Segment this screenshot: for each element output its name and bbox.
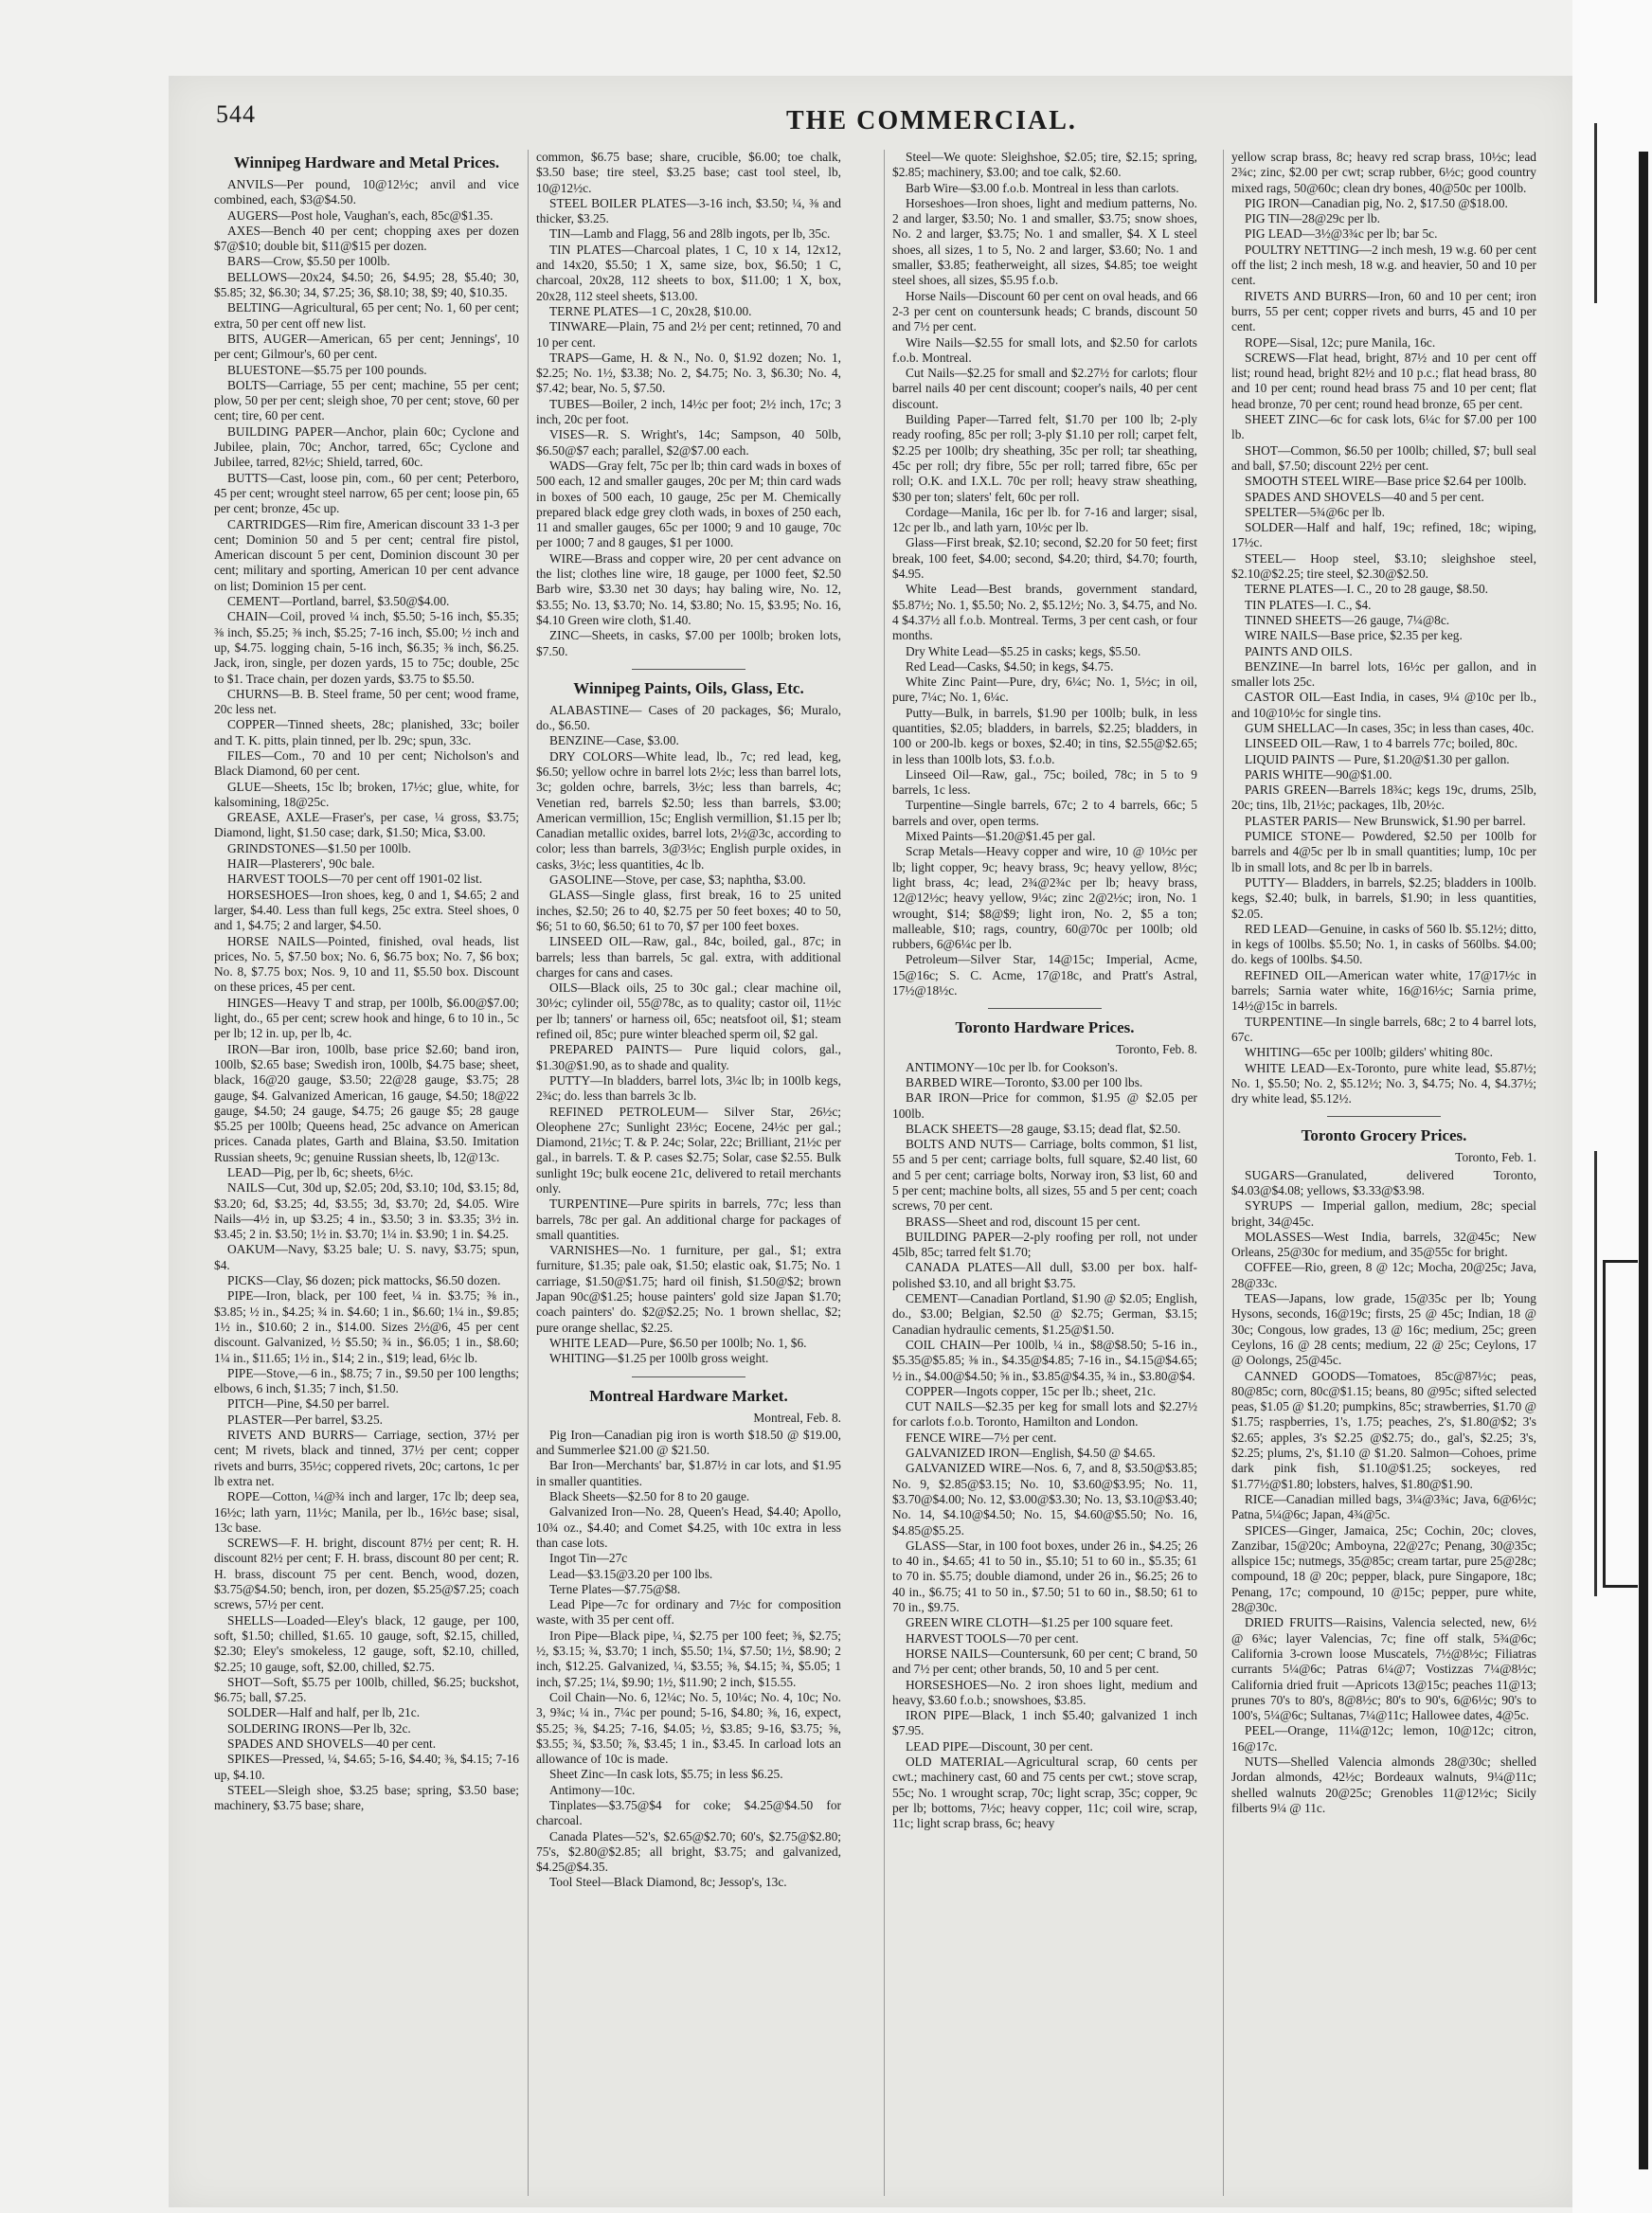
column-1: [214, 150, 519, 2201]
price-entry: Putty—Bulk, in barrels, $1.90 per 100lb; bulk, in less quantities, $2.05; bladders, in barrels, $2.25; bladders, in 100 or 200-lb. kegs or boxes, $2.40; in tins, $2.55@$2.65; in less than 100lb lots, $3. f.o.b.: [892, 705, 1197, 766]
price-entry: GREASE, AXLE—Fraser's, per case, ¼ gross, $3.75; Diamond, light, $1.50 case; dark, $1.50; Mica, $3.00.: [214, 810, 519, 840]
price-entry: VISES—R. S. Wright's, 14c; Sampson, 40 50lb, $6.50@$7 each; parallel, $2@$7.00 each.: [536, 427, 841, 458]
price-entry: OLD MATERIAL—Agricultural scrap, 60 cents per cwt.; machinery cast, 60 and 75 cents per cwt.; stove scrap, 55c; No. 1 wrought scrap, 70c; light scrap, 35c; copper, 9c per lb; bottoms, 7½c; heavy copper, 11c; coil wire, scrap, 11c; light scrap brass, 6c; heavy: [892, 1754, 1197, 1831]
price-list-toronto-grocery: [1231, 1168, 1536, 1816]
price-entry: GASOLINE—Stove, per case, $3; naphtha, $3.00.: [549, 873, 806, 888]
price-list-montreal-hardware: [536, 1428, 841, 1891]
price-entry: ROPE—Cotton, ¼@¾ inch and larger, 17c lb; deep sea, 16½c; lath yarn, 11½c; Manila, per lb., 16½c base; sisal, 13c base.: [214, 1489, 519, 1535]
price-entry: Tinplates—$3.75@$4 for coke; $4.25@$4.50 for charcoal.: [536, 1797, 841, 1828]
price-entry: Lead—$3.15@3.20 per 100 lbs.: [549, 1566, 713, 1581]
price-entry: GRINDSTONES—$1.50 per 100lb.: [227, 840, 411, 855]
price-entry: CARTRIDGES—Rim fire, American discount 33 1-3 per cent; Dominion 50 and 5 per cent; central fire pistol, American discount 5 per cent, Dominion discount 30 per cent; military and sporting, American 10 per cent advance on list; Dominion 15 per cent.: [214, 516, 519, 593]
column-3: [892, 150, 1197, 2201]
price-entry: LEAD PIPE—Discount, 30 per cent.: [906, 1738, 1093, 1754]
price-entry: CHAIN—Coil, proved ¼ inch, $5.50; 5-16 inch, $5.35; ⅜ inch, $5.25; ⅜ inch, $5.25; 7-16 inch, $5.00; ½ inch and up, $4.75. logging chain, 5-16 inch, $6.35; ⅜ inch, $6.25. Jack, iron, single, per dozen yards, 15 to 75c; double, 25c to $1. Trace chain, per dozen yards, $3.75 to $5.50.: [214, 609, 519, 686]
price-entry: WHITING—65c per 100lb; gilders' whiting 80c.: [1245, 1045, 1493, 1060]
price-entry: White Zinc Paint—Pure, dry, 6¼c; No. 1, 5½c; in oil, pure, 7¼c; No. 1, 6¼c.: [892, 675, 1197, 705]
price-entry: BLUESTONE—$5.75 per 100 pounds.: [227, 362, 427, 377]
price-entry: PIG IRON—Canadian pig, No. 2, $17.50 @$18.00.: [1245, 195, 1508, 210]
price-entry: SCREWS—Flat head, bright, 87½ and 10 per cent off list; round head, bright 82½ and 10 p.c.; flat head brass, 80 and 10 per cent; round head brass 75 and 10 per cent; flat head bronze, 70 per cent; round head bronze, 65 per cent.: [1231, 350, 1536, 411]
price-entry: ROPE—Sisal, 12c; pure Manila, 16c.: [1245, 334, 1436, 350]
price-entry: BOLTS—Carriage, 55 per cent; machine, 55 per cent; plow, 50 per per cent; sleigh shoe, 70 per cent; stove, 60 per cent; tire, 60 per cent.: [214, 377, 519, 423]
price-entry: PLASTER—Per barrel, $3.25.: [227, 1412, 384, 1427]
price-entry: GLASS—Single glass, first break, 16 to 25 united inches, $2.50; 26 to 40, $2.75 per 50 feet boxes; 40 to 50, $6; 51 to 60, $6.50; 61 to 70, $7 per 100 feet boxes.: [536, 888, 841, 933]
price-entry: Sheet Zinc—In cask lots, $5.75; in less $6.25.: [549, 1767, 783, 1782]
price-entry: TERNE PLATES—I. C., 20 to 28 gauge, $8.50.: [1245, 582, 1489, 597]
price-entry: SHOT—Soft, $5.75 per 100lb, chilled, $6.25; buckshot, $6.75; ball, $7.25.: [214, 1674, 519, 1705]
price-entry: PITCH—Pine, $4.50 per barrel.: [227, 1396, 390, 1412]
section-heading-montreal-hardware: Montreal Hardware Market.: [589, 1386, 788, 1405]
dateline: Montreal, Feb. 8.: [753, 1410, 841, 1425]
price-entry: SOLDER—Half and half, per lb, 21c.: [227, 1705, 421, 1720]
price-entry: BARBED WIRE—Toronto, $3.00 per 100 lbs.: [906, 1074, 1143, 1089]
price-entry: NUTS—Shelled Valencia almonds 28@30c; shelled Jordan almonds, 42½c; Bordeaux walnuts, 9¼@11c; shelled walnuts 20@25c; Grenobles 11@12½c; Sicily filberts 9¼ @ 11c.: [1231, 1754, 1536, 1815]
price-entry: COPPER—Ingots copper, 15c per lb.; sheet, 21c.: [906, 1383, 1157, 1398]
price-entry: TINNED SHEETS—26 gauge, 7¼@8c.: [1245, 612, 1450, 627]
price-entry: GLUE—Sheets, 15c lb; broken, 17½c; glue, white, for kalsomining, 18@25c.: [214, 779, 519, 809]
price-entry: Scrap Metals—Heavy copper and wire, 10 @ 10½c per lb; light copper, 9c; heavy brass, 9c; heavy yellow, 8½c; light brass, 4c; lead, 2¾@2¾c per lb; heavy brass, 12@12½c; heavy yellow, 9¼c; zinc 2@2½c; iron, No. 1 wrought, $14; $8@$9; light iron, No. 2, $5 a ton; malleable, $10; rags, country, 60@70c per 100lb; old rubbers, 6@6¼c per lb.: [892, 844, 1197, 952]
price-entry: PLASTER PARIS— New Brunswick, $1.90 per barrel.: [1245, 813, 1526, 828]
price-entry: RICE—Canadian milled bags, 3¼@3¾c; Java, 6@6½c; Patna, 5¼@6c; Japan, 4¾@5c.: [1231, 1491, 1536, 1522]
price-entry: PREPARED PAINTS— Pure liquid colors, gal., $1.30@$1.90, as to shade and quality.: [536, 1042, 841, 1072]
price-entry: HORSESHOES—Iron shoes, keg, 0 and 1, $4.65; 2 and larger, $4.40. Less than full kegs, 25c extra. Steel shoes, 0 and 1, $4.75; 2 and larger, $4.50.: [214, 887, 519, 933]
price-entry: HORSESHOES—No. 2 iron shoes light, medium and heavy, $3.60 f.o.b.; snowshoes, $3.85.: [892, 1677, 1197, 1707]
price-entry: TRAPS—Game, H. & N., No. 0, $1.92 dozen; No. 1, $2.25; No. 1½, $3.38; No. 2, $4.75; No. 3, $6.30; No. 4, $7.42; bear, No. 5, $7.50.: [536, 350, 841, 396]
price-entry: OILS—Black oils, 25 to 30c gal.; clear machine oil, 30½c; cylinder oil, 55@78c, as to quality; castor oil, 11½c per lb; tanners' or harness oil, 65c; neatsfoot oil, $1; steam refined oil, 85c; pure winter bleached sperm oil, $2 gal.: [536, 981, 841, 1042]
column-rule: [528, 150, 529, 2196]
binding-frame: [1603, 1260, 1638, 1588]
price-entry: Red Lead—Casks, $4.50; in kegs, $4.75.: [906, 658, 1114, 674]
price-entry: Coil Chain—No. 6, 12¼c; No. 5, 10¼c; No. 4, 10c; No. 3, 9¾c; ¼ in., 7¼c per pound; 5-16, $4.80; ⅜, 16, expect, $5.25; ⅜, $4.25; 7-16, $4.05; ½, $3.85; 9-16, $3.75; ⅝, $3.55; ¾, $3.50; ⅞, $3.45; 1 in., $3.45. In carload lots an allowance of 10c is made.: [536, 1689, 841, 1767]
price-entry: WHITE LEAD—Pure, $6.50 per 100lb; No. 1, $6.: [549, 1335, 807, 1350]
price-entry: SMOOTH STEEL WIRE—Base price $2.64 per 100lb.: [1245, 474, 1527, 489]
price-entry: SPIKES—Pressed, ¼, $4.65; 5-16, $4.40; ⅜, $4.15; 7-16 up, $4.10.: [214, 1752, 519, 1782]
column-rule: [1223, 150, 1224, 2196]
section-separator: [988, 1008, 1102, 1009]
price-entry: yellow scrap brass, 8c; heavy red scrap brass, 10½c; lead 2¾c; zinc, $2.00 per cwt; scrap rubber, 6½c; good country mixed rags, 50@60c; clean dry bones, 40@50c per 100lb.: [1231, 150, 1536, 195]
price-entry: TERNE PLATES—1 C, 20x28, $10.00.: [549, 303, 752, 318]
price-entry: WADS—Gray felt, 75c per lb; thin card wads in boxes of 500 each, 12 and smaller gauges, 20c per M; thin card wads in boxes of 500 each, 10 gauge, 25c per M. Chemically prepared black edge grey cloth wads, in boxes of 250 each, 11 and smaller gauges, 65c per 1000; 9 and 10 gauge, 70c per 1000; 7 and 8 gauges, $1 per 1000.: [536, 458, 841, 550]
price-entry: BITS, AUGER—American, 65 per cent; Jennings', 10 per cent; Gilmour's, 60 per cent.: [214, 331, 519, 362]
price-entry: TURPENTINE—In single barrels, 68c; 2 to 4 barrel lots, 67c.: [1231, 1014, 1536, 1044]
price-entry: common, $6.75 base; share, crucible, $6.00; toe chalk, $3.50 base; tire steel, $3.25 base; cast tool steel, lb, 10@12½c.: [536, 150, 841, 195]
section-separator: [632, 669, 745, 670]
section-heading-winnipeg-hardware: Winnipeg Hardware and Metal Prices.: [233, 153, 500, 171]
price-entry: WIRE NAILS—Base price, $2.35 per keg.: [1245, 628, 1463, 643]
price-entry: HARVEST TOOLS—70 per cent.: [906, 1630, 1079, 1646]
price-entry: Galvanized Iron—No. 28, Queen's Head, $4.40; Apollo, 10¾ oz., $4.40; and Comet $4.25, with 10c extra in less than case lots.: [536, 1504, 841, 1550]
price-entry: CUT NAILS—$2.35 per keg for small lots and $2.27½ for carlots f.o.b. Toronto, Hamilton and London.: [892, 1399, 1197, 1430]
price-entry: Tool Steel—Black Diamond, 8c; Jessop's, 13c.: [549, 1875, 787, 1890]
price-entry: ANTIMONY—10c per lb. for Cookson's.: [906, 1059, 1119, 1074]
price-entry: VARNISHES—No. 1 furniture, per gal., $1; extra furniture, $1.35; pale oak, $1.50; elastic oak, $1.75; No. 1 carriage, $1.50@$1.75; hard oil finish, $1.50@$2; brown Japan 90c@$1.25; house painters' gold size Japan $1.70; coach painters' do. $2@$2.25; No. 1 brown shellac, $2; pure orange shellac, $2.25.: [536, 1243, 841, 1335]
price-entry: Building Paper—Tarred felt, $1.70 per 100 lb; 2-ply ready roofing, 85c per roll; 3-ply $1.10 per roll; carpet felt, $2.25 per 100lb; dry sheathing, 35c per roll; tar sheathing, 45c per roll; dry fibre, 55c per roll; tarred fibre, 65c per roll; O.K. and I.X.L. 70c per roll; heavy straw sheathing, $30 per ton; slaters' felt, 60c per roll.: [892, 412, 1197, 504]
price-entry: COFFEE—Rio, green, 8 @ 12c; Mocha, 20@25c; Java, 28@33c.: [1231, 1260, 1536, 1290]
price-entry: REFINED OIL—American water white, 17@17½c in barrels; Sarnia water white, 16@16½c; Sarnia prime, 14½@15c in barrels.: [1231, 967, 1536, 1014]
price-entry: Canada Plates—52's, $2.65@$2.70; 60's, $2.75@$2.80; 75's, $2.80@$2.85; all bright, $3.75; and galvanized, $4.25@$4.35.: [536, 1828, 841, 1875]
section-separator: [1327, 1116, 1441, 1117]
price-entry: PIPE—Stove,—6 in., $8.75; 7 in., $9.50 per 100 lengths; elbows, 6 inch, $1.35; 7 inch, $1.50.: [214, 1365, 519, 1396]
price-entry: CANADA PLATES—All dull, $3.00 per box. half-polished $3.10, and all bright $3.75.: [892, 1260, 1197, 1290]
price-entry: AUGERS—Post hole, Vaughan's, each, 85c@$1.35.: [227, 207, 494, 223]
price-entry: SUGARS—Granulated, delivered Toronto, $4.03@$4.08; yellows, $3.33@$3.98.: [1231, 1167, 1536, 1197]
price-entry: SPICES—Ginger, Jamaica, 25c; Cochin, 20c; cloves, Zanzibar, 15@20c; Amboyna, 22@27c; Penang, 30@35c; allspice 15c; nutmegs, 35@85c; cream tartar, pure 25@28c; compound, 18 @ 20c; pepper, black, pure Singapore, 18c; Penang, 17c; compound, 10 @15c; pepper, pure white, 28@30c.: [1231, 1522, 1536, 1615]
masthead: THE COMMERCIAL.: [786, 106, 1077, 135]
price-entry: ANVILS—Per pound, 10@12½c; anvil and vice combined, each, $3@$4.50.: [214, 177, 519, 207]
price-entry: Lead Pipe—7c for ordinary and 7½c for composition waste, with 35 per cent off.: [536, 1597, 841, 1628]
column-rule: [884, 150, 885, 2196]
section-heading-toronto-hardware: Toronto Hardware Prices.: [955, 1018, 1135, 1037]
price-entry: PARIS WHITE—90@$1.00.: [1245, 766, 1392, 782]
price-entry: COPPER—Tinned sheets, 28c; planished, 33c; boiler and T. K. pitts, plain tinned, per lb. 29c; spun, 33c.: [214, 717, 519, 747]
price-entry: SYRUPS — Imperial gallon, medium, 28c; special bright, 34@45c.: [1231, 1198, 1536, 1229]
price-entry: FENCE WIRE—7½ per cent.: [906, 1430, 1057, 1445]
price-entry: BAR IRON—Price for common, $1.95 @ $2.05 per 100lb.: [892, 1090, 1197, 1121]
price-entry: CEMENT—Portland, barrel, $3.50@$4.00.: [227, 594, 450, 609]
price-entry: Linseed Oil—Raw, gal., 75c; boiled, 78c; in 5 to 9 barrels, 1c less.: [892, 766, 1197, 798]
price-entry: ALABASTINE— Cases of 20 packages, $6; Muralo, do., $6.50.: [536, 702, 841, 733]
price-entry: SOLDER—Half and half, 19c; refined, 18c; wiping, 17½c.: [1231, 520, 1536, 550]
price-entry: Bar Iron—Merchants' bar, $1.87½ in car lots, and $1.95 in smaller quantities.: [536, 1458, 841, 1488]
dateline: Toronto, Feb. 1.: [1455, 1150, 1536, 1165]
section-heading-winnipeg-paints: Winnipeg Paints, Oils, Glass, Etc.: [573, 678, 804, 697]
price-entry: DRY COLORS—White lead, lb., 7c; red lead, keg, $6.50; yellow ochre in barrel lots 2½c; less than barrel lots, 3c; golden ochre, barrels, 3½c; less than barrels, 4c; Venetian red, barrels $2.50; less than barrels, $3.00; American vermillion, 15c; English vermillion, $1.15 per lb; Canadian metallic oxides, barrel lots, 2½@3c, according to color; less than barrels, 3@3½c; English purple oxides, in casks, 3½c; less quantities, 4c lb.: [536, 748, 841, 872]
price-entry: HORSE NAILS—Pointed, finished, oval heads, list prices, No. 5, $7.50 box; No. 6, $6.75 box; No. 7, $6 box; No. 8, $7.75 box; Nos. 9, 10 and 11, $5.50 box. Discount on these prices, 45 per cent.: [214, 933, 519, 995]
price-entry: MOLASSES—West India, barrels, 32@45c; New Orleans, 25@30c for medium, and 35@55c for bright.: [1231, 1229, 1536, 1260]
price-entry: Dry White Lead—$5.25 in casks; kegs, $5.50.: [906, 643, 1141, 658]
price-entry: TIN PLATES—I. C., $4.: [1245, 597, 1372, 612]
price-entry: AXES—Bench 40 per cent; chopping axes per dozen $7@$10; double bit, $11@$15 per dozen.: [214, 223, 519, 254]
price-entry: Horse Nails—Discount 60 per cent on oval heads, and 66 2-3 per cent on countersunk heads; C brands, discount 50 and 7½ per cent.: [892, 288, 1197, 334]
price-entry: BENZINE—Case, $3.00.: [549, 733, 679, 748]
price-entry: Petroleum—Silver Star, 14@15c; Imperial, Acme, 15@16c; S. C. Acme, 17@18c, and Pratt's Astral, 17½@18½c.: [892, 952, 1197, 999]
price-entry: RIVETS AND BURRS— Carriage, section, 37½ per cent; M rivets, black and tinned, 37½ per cent; copper rivets and burrs, 35½c; coppered rivets, 20c; cartons, 1c per lb extra net.: [214, 1428, 519, 1488]
price-entry: CHURNS—B. B. Steel frame, 50 per cent; wood frame, 20c less net.: [214, 686, 519, 717]
page-number: 544: [216, 100, 256, 128]
price-entry: FILES—Com., 70 and 10 per cent; Nicholson's and Black Diamond, 60 per cent.: [214, 747, 519, 779]
price-entry: PEEL—Orange, 11¼@12c; lemon, 10@12c; citron, 16@17c.: [1231, 1723, 1536, 1754]
price-entry: BLACK SHEETS—28 gauge, $3.15; dead flat, $2.50.: [906, 1121, 1181, 1136]
price-list-montreal-hardware-continued: [892, 150, 1197, 999]
price-entry: PUMICE STONE— Powdered, $2.50 per 100lb for barrels and 4@5c per lb in small quantities; lump, 10c per lb in small lots, and 8c per lb in barrels.: [1231, 829, 1536, 874]
price-entry: GALVANIZED WIRE—Nos. 6, 7, and 8, $3.50@$3.85; No. 9, $2.85@$3.15; No. 10, $3.60@$3.95; No. 11, $3.70@$4.00; No. 12, $3.00@$3.30; No. 13, $3.10@$3.40; No. 14, $4.10@$4.50; No. 15, $4.60@$5.50; No. 16, $4.85@$5.25.: [892, 1461, 1197, 1538]
price-entry: PUTTY— Bladders, in barrels, $2.25; bladders in 100lb. kegs, $2.40; bulk, in barrels, $1.90; in less quantities, $2.05.: [1231, 874, 1536, 921]
price-entry: BUILDING PAPER—Anchor, plain 60c; Cyclone and Jubilee, plain, 70c; Anchor, tarred, 65c; Cyclone and Jubilee, tarred, 82½c; Shield, tarred, 60c.: [214, 423, 519, 470]
price-entry: CEMENT—Canadian Portland, $1.90 @ $2.05; English, do., $3.00; Belgian, $2.50 @ $2.75; German, $3.15; Canadian hydraulic cements, $1.25@$1.50.: [892, 1291, 1197, 1337]
price-entry: OAKUM—Navy, $3.25 bale; U. S. navy, $3.75; spun, $4.: [214, 1242, 519, 1272]
price-entry: Antimony—10c.: [549, 1782, 636, 1797]
price-entry: GALVANIZED IRON—English, $4.50 @ $4.65.: [906, 1446, 1156, 1461]
price-entry: RED LEAD—Genuine, in casks of 560 lb. $5.12½; ditto, in kegs of 100lbs. $5.50; No. 1, in casks of 560lbs. $4.00; do. kegs of 100lbs. $4.50.: [1231, 921, 1536, 967]
price-entry: LINSEED OIL—Raw, gal., 84c, boiled, gal., 87c; in barrels; less than barrels, 5c gal. extra, with additional charges for cans and cases.: [536, 934, 841, 980]
price-entry: WIRE—Brass and copper wire, 20 per cent advance on the list; clothes line wire, 18 gauge, per 1000 feet, $2.50 Barb wire, $3.30 net 30 days; hay baling wire, No. 12, $3.55; No. 13, $3.70; No. 14, $3.80; No. 15, $3.95; No. 16, $4.10 Green wire cloth, $1.40.: [536, 550, 841, 627]
price-entry: STEEL—Sleigh shoe, $3.25 base; spring, $3.50 base; machinery, $3.75 base; share,: [214, 1782, 519, 1813]
price-entry: Ingot Tin—27c: [549, 1551, 628, 1566]
price-entry: ZINC—Sheets, in casks, $7.00 per 100lb; broken lots, $7.50.: [536, 628, 841, 658]
price-entry: Glass—First break, $2.10; second, $2.20 for 50 feet; first break, 100 feet, $4.00; second, $4.20; third, $4.70; fourth, $4.95.: [892, 535, 1197, 582]
price-entry: SPADES AND SHOVELS—40 per cent.: [227, 1736, 437, 1751]
price-entry: Cut Nails—$2.25 for small and $2.27½ for carlots; flour barrel nails 40 per cent discount; cooper's nails, 40 per cent discount.: [892, 366, 1197, 411]
price-entry: BELTING—Agricultural, 65 per cent; No. 1, 60 per cent; extra, 50 per cent off new list.: [214, 300, 519, 331]
price-entry: STEEL— Hoop steel, $3.10; sleighshoe steel, $2.10@$2.25; tire steel, $2.30@$2.50.: [1231, 550, 1536, 582]
price-entry: LINSEED OIL—Raw, 1 to 4 barrels 77c; boiled, 80c.: [1245, 736, 1518, 751]
price-entry: DRIED FRUITS—Raisins, Valencia selected, new, 6½ @ 6¾c; layer Valencias, 7c; fine off stalk, 5¾@6c; California 3-crown loose Muscatels, 7½@8½c; Filiatras currants 5¼@6c; Patras 6¼@7; Vostizzas 7¼@8½c; California dried fruit —Apricots 13@15c; peaches 11@13; prunes 70's to 80's, 8@8½c; 80's to 90's, 6@6½c; 90's to 100's, 5¼@6c; Sultanas, 7¼@11c; Hallowee dates, 4@5c.: [1231, 1615, 1536, 1723]
price-entry: TEAS—Japans, low grade, 15@35c per lb; Young Hysons, seconds, 16@19c; firsts, 25 @ 45c; Indian, 18 @ 30c; Congous, low grades, 13 @ 16c; medium, 25c; green Ceylons, 16 @ 28 cents; medium, 22 @ 25c; Ceylons, 17 @ Oolongs, 25@45c.: [1231, 1291, 1536, 1368]
price-list-winnipeg-hardware: [214, 177, 519, 1813]
price-entry: Barb Wire—$3.00 f.o.b. Montreal in less than carlots.: [906, 180, 1179, 195]
price-entry: BRASS—Sheet and rod, discount 15 per cent.: [906, 1214, 1140, 1229]
price-entry: Wire Nails—$2.55 for small lots, and $2.50 for carlots f.o.b. Montreal.: [892, 334, 1197, 365]
price-entry: RIVETS AND BURRS—Iron, 60 and 10 per cent; iron burrs, 55 per cent; copper rivets and burrs, 45 and 10 per cent.: [1231, 288, 1536, 334]
price-entry: Black Sheets—$2.50 for 8 to 20 gauge.: [549, 1489, 750, 1504]
price-entry: GLASS—Star, in 100 foot boxes, under 26 in., $4.25; 26 to 40 in., $4.65; 41 to 50 in., $5.10; 51 to 60 in., $5.35; 61 to 70 in. $5.75; double diamond, under 26 in., $6.25; 26 to 40 in., $6.75; 41 to 50 in., $7.50; 51 to 60 in., $8.50; 61 to 70 in., $9.75.: [892, 1538, 1197, 1615]
price-entry: HORSE NAILS—Countersunk, 60 per cent; C brand, 50 and 7½ per cent; other brands, 50, 10 and 5 per cent.: [892, 1646, 1197, 1677]
price-entry: PIG LEAD—3½@3¾c per lb; bar 5c.: [1245, 226, 1438, 242]
price-entry: BELLOWS—20x24, $4.50; 26, $4.95; 28, $5.40; 30, $5.85; 32, $6.30; 34, $7.25; 36, $8.10; 38, $9; 40, $10.35.: [214, 269, 519, 300]
binding-line: [1594, 1151, 1597, 1596]
price-entry: PIG TIN—28@29c per lb.: [1245, 211, 1380, 226]
price-entry: HARVEST TOOLS—70 per cent off 1901-02 list.: [227, 872, 483, 887]
price-entry: Turpentine—Single barrels, 67c; 2 to 4 barrels, 66c; 5 barrels and over, open terms.: [892, 798, 1197, 828]
price-entry: SCREWS—F. H. bright, discount 87½ per cent; R. H. discount 82½ per cent; F. H. brass, discount 80 per cent; R. H. brass, discount 75 per cent. Bench, wood, dozen, $3.75@$4.50; bench, iron, per dozen, $5.25@$7.25; coach screws, 57½ per cent.: [214, 1536, 519, 1612]
price-entry: SHOT—Common, $6.50 per 100lb; chilled, $7; bull seal and ball, $7.50; discount 22½ per cent.: [1231, 442, 1536, 473]
price-entry: HAIR—Plasterers', 90c bale.: [227, 856, 375, 872]
price-entry: REFINED PETROLEUM— Silver Star, 26½c; Oleophene 27c; Sunlight 23½c; Eocene, 24½c per gal.; Diamond, 21½c; T. & P. 24c; Solar, 22c; Brilliant, 21½c per gal., in barrels. T. & P. cases $2.75; Solar, case $2.55. Bulk sunlight 19c; bulk eocene 21c, delivered to retail merchants only.: [536, 1104, 841, 1196]
price-entry: WHITING—$1.25 per 100lb gross weight.: [549, 1351, 769, 1366]
price-entry: Horseshoes—Iron shoes, light and medium patterns, No. 2 and larger, $3.50; No. 1 and smaller, $3.75; snow shoes, No. 2 and larger, $3.75; No. 1 and smaller, $4. X L steel shoes, all sizes, 1 to 5, No. 2 and larger, $3.60; No. 1 and smaller, $3.85; featherweight, all sizes, $4.85; toe weight steel shoes, all sizes, $5.95 f.o.b.: [892, 195, 1197, 288]
price-entry: SPELTER—5¾@6c per lb.: [1245, 504, 1385, 519]
price-entry: Pig Iron—Canadian pig iron is worth $18.50 @ $19.00, and Summerlee $21.00 @ $21.50.: [536, 1427, 841, 1458]
price-entry: NAILS—Cut, 30d up, $2.05; 20d, $3.10; 10d, $3.15; 8d, $3.20; 6d, $3.25; 4d, $3.55; 3d, $3.70; 2d, $4.05. Wire Nails—4½ in, up $3.25; 4 in., $3.50; 3 in. $3.35; 3½ in. $3.45; 2 in. $3.50; 1½ in. $3.70; 1¼ in. $3.90; 1 in. $4.25.: [214, 1180, 519, 1242]
price-entry: CANNED GOODS—Tomatoes, 85c@87½c; peas, 80@85c; corn, 80c@$1.15; beans, 80 @95c; sifted selected peas, $1.05 @ $1.20; pumpkins, 85c; strawberries, $1.70 @ $1.75; raspberries, 1's, 1.75; peaches, 2's, $1.80@$2; 3's $2.65; apples, 3's $2.25 @$2.75; do., gal's, $2.25; 3's, $2.25; plums, 2's, $1.10 @ $1.20. Salmon—Cohoes, prime dark pink fish, $1.10@$1.25; sockeyes, red $1.77½@$1.80; lobsters, halves, $1.80@$1.90.: [1231, 1368, 1536, 1491]
price-entry: HINGES—Heavy T and strap, per 100lb, $6.00@$7.00; light, do., 65 per cent; screw hook and hinge, 6 to 10 in., 5c per lb; 12 in. up, per lb, 4c.: [214, 995, 519, 1041]
price-entry: IRON PIPE—Black, 1 inch $5.40; galvanized 1 inch $7.95.: [892, 1708, 1197, 1738]
price-entry: WHITE LEAD—Ex-Toronto, pure white lead, $5.87½; No. 1, $5.50; No. 2, $5.12½; No. 3, $4.75; No. 4, $4.37½; dry white lead, $5.12½.: [1231, 1060, 1536, 1106]
price-entry: SPADES AND SHOVELS—40 and 5 per cent.: [1245, 489, 1484, 504]
price-entry: LIQUID PAINTS — Pure, $1.20@$1.30 per gallon.: [1245, 751, 1510, 766]
page-edge-bar: [1639, 152, 1648, 2169]
price-entry: PICKS—Clay, $6 dozen; pick mattocks, $6.50 dozen.: [227, 1273, 501, 1288]
section-heading-toronto-grocery: Toronto Grocery Prices.: [1301, 1126, 1467, 1145]
price-entry: CASTOR OIL—East India, in cases, 9¼ @10c per lb., and 10@10½c for single tins.: [1231, 690, 1536, 720]
section-separator: [632, 1376, 745, 1377]
price-list-winnipeg-hardware-continued: [536, 150, 841, 659]
binding-line: [1594, 123, 1597, 303]
price-entry: Terne Plates—$7.75@$8.: [549, 1581, 681, 1596]
price-entry: BUILDING PAPER—2-ply roofing per roll, not under 45lb, 85c; tarred felt $1.70;: [892, 1229, 1197, 1260]
price-entry: POULTRY NETTING—2 inch mesh, 19 w.g. 60 per cent off the list; 2 inch mesh, 18 w.g. and heavier, 50 and 10 per cent.: [1231, 242, 1536, 288]
dateline: Toronto, Feb. 8.: [1116, 1042, 1197, 1057]
price-entry: Mixed Paints—$1.20@$1.45 per gal.: [906, 829, 1096, 844]
price-entry: PARIS GREEN—Barrels 18¾c; kegs 19c, drums, 25lb, 20c; tins, 1lb, 21½c; packages, 1lb, 20½c.: [1231, 783, 1536, 813]
price-entry: TURPENTINE—Pure spirits in barrels, 77c; less than barrels, 78c per gal. An additional charge for packages of small quantities.: [536, 1196, 841, 1242]
price-entry: GREEN WIRE CLOTH—$1.25 per 100 square feet.: [906, 1615, 1174, 1630]
price-entry: SHELLS—Loaded—Eley's black, 12 gauge, per 100, soft, $1.50; chilled, $1.65. 10 gauge, soft, $2.15, chilled, $2.30; Eley's smokeless, 12 gauge, soft, $2.10, chilled, $2.25; 10 gauge, soft, $2.00, chilled, $2.75.: [214, 1612, 519, 1674]
price-entry: TUBES—Boiler, 2 inch, 14½c per foot; 2½ inch, 17c; 3 inch, 20c per foot.: [536, 396, 841, 427]
price-entry: TIN—Lamb and Flagg, 56 and 28lb ingots, per lb, 35c.: [549, 226, 831, 242]
price-entry: STEEL BOILER PLATES—3-16 inch, $3.50; ¼, ⅜ and thicker, $3.25.: [536, 195, 841, 226]
price-entry: SHEET ZINC—6c for cask lots, 6¼c for $7.00 per 100 lb.: [1231, 412, 1536, 442]
price-entry: SOLDERING IRONS—Per lb, 32c.: [227, 1720, 411, 1736]
price-entry: TIN PLATES—Charcoal plates, 1 C, 10 x 14, 12x12, and 14x20, $5.50; 1 X, same size, box, $6.50; 1 C, charcoal, 20x28, 112 sheets to box, $11.00; 1 X, box, 20x28, 112 steel sheets, $13.00.: [536, 242, 841, 303]
price-list-toronto-hardware-continued: [1231, 150, 1536, 1106]
price-entry: PAINTS AND OILS.: [1245, 643, 1353, 658]
price-entry: BOLTS AND NUTS— Carriage, bolts common, $1 list, 55 and 5 per cent; carriage bolts, full square, $2.40 list, 60 and 5 per cent; carriage bolts, Norway iron, $3 list, 60 and 5 per cent; machine bolts, all sizes, 55 and 5 per cent; coach screws, 70 per cent.: [892, 1137, 1197, 1214]
price-entry: BUTTS—Cast, loose pin, com., 60 per cent; Peterboro, 45 per cent; wrought steel narrow, 65 per cent; loose pin, 65 per cent; bronze, 45c up.: [214, 470, 519, 516]
column-4: [1231, 150, 1536, 2201]
price-entry: White Lead—Best brands, government standard, $5.87½; No. 1, $5.50; No. 2, $5.12½; No. 3, $4.75, and No. 4 $4.37½ all f.o.b. Montreal. Terms, 3 per cent cash, or four months.: [892, 582, 1197, 643]
price-entry: GUM SHELLAC—In cases, 35c; in less than cases, 40c.: [1245, 720, 1535, 735]
price-entry: Steel—We quote: Sleighshoe, $2.05; tire, $2.15; spring, $2.85; machinery, $3.00; and toe calk, $2.60.: [892, 150, 1197, 180]
price-entry: Cordage—Manila, 16c per lb. for 7-16 and larger; sisal, 12c per lb., and lath yarn, 10½c per lb.: [892, 504, 1197, 535]
price-entry: Iron Pipe—Black pipe, ¼, $2.75 per 100 feet; ⅜, $2.75; ½, $3.15; ¾, $3.70; 1 inch, $5.50; 1¼, $7.50; 1½, $8.90; 2 inch, $12.25. Galvanized, ¼, $3.55; ⅜, $4.15; ¾, $5.05; 1 inch, $7.25; 1¼, $9.90; 1½, $11.90; 2 inch, $15.55.: [536, 1628, 841, 1689]
price-entry: BARS—Crow, $5.50 per 100lb.: [227, 254, 390, 269]
price-entry: PIPE—Iron, black, per 100 feet, ¼ in. $3.75; ⅜ in., $3.85; ½ in., $4.25; ¾ in. $4.60; 1 in., $6.60; 1¼ in., $9.85; 1½ in., $10.60; 2 in., $14.00. Sizes 2½@6, 45 per cent discount. Galvanized, ½ $5.50; ¾ in., $6.05; 1 in., $8.60; 1¼ in., $11.65; 1½ in., $14; 2 in., $19; lead, 6½c lb.: [214, 1288, 519, 1365]
column-2: [536, 150, 841, 2201]
price-list-toronto-hardware: [892, 1060, 1197, 1832]
price-entry: BENZINE—In barrel lots, 16½c per gallon, and in smaller lots 25c.: [1231, 658, 1536, 690]
price-entry: TINWARE—Plain, 75 and 2½ per cent; retinned, 70 and 10 per cent.: [536, 319, 841, 350]
price-list-winnipeg-paints: [536, 703, 841, 1367]
price-entry: LEAD—Pig, per lb, 6c; sheets, 6½c.: [227, 1165, 414, 1179]
price-entry: COIL CHAIN—Per 100lb, ¼ in., $8@$8.50; 5-16 in., $5.35@$5.85; ⅜ in., $4.35@$4.85; 7-16 in., $4.15@$4.65; ½ in., $4.00@$4.50; ⅝ in., $3.85@$4.35, ¾ in., $3.80@$4.: [892, 1337, 1197, 1383]
price-entry: IRON—Bar iron, 100lb, base price $2.60; band iron, 100lb, $2.65 base; Swedish iron, 100lb, $4.75 base; sheet, black, 16@20 gauge, $3.50; 22@28 gauge, $3.75; 28 gauge, $4. Galvanized American, 16 gauge, $4.50; 18@22 gauge, $4.50; 24 gauge, $4.75; 26 gauge $5; 28 gauge $5.25 per 100lb; Queens head, 25c advance on American prices. Canada plates, Garth and Blaina, $3.50. Imitation Russian sheets, 9c; genuine Russian sheets, lb, 12@13c.: [214, 1041, 519, 1164]
price-entry: PUTTY—In bladders, barrel lots, 3¼c lb; in 100lb kegs, 2¾c; do. less than barrels 3c lb.: [536, 1072, 841, 1104]
